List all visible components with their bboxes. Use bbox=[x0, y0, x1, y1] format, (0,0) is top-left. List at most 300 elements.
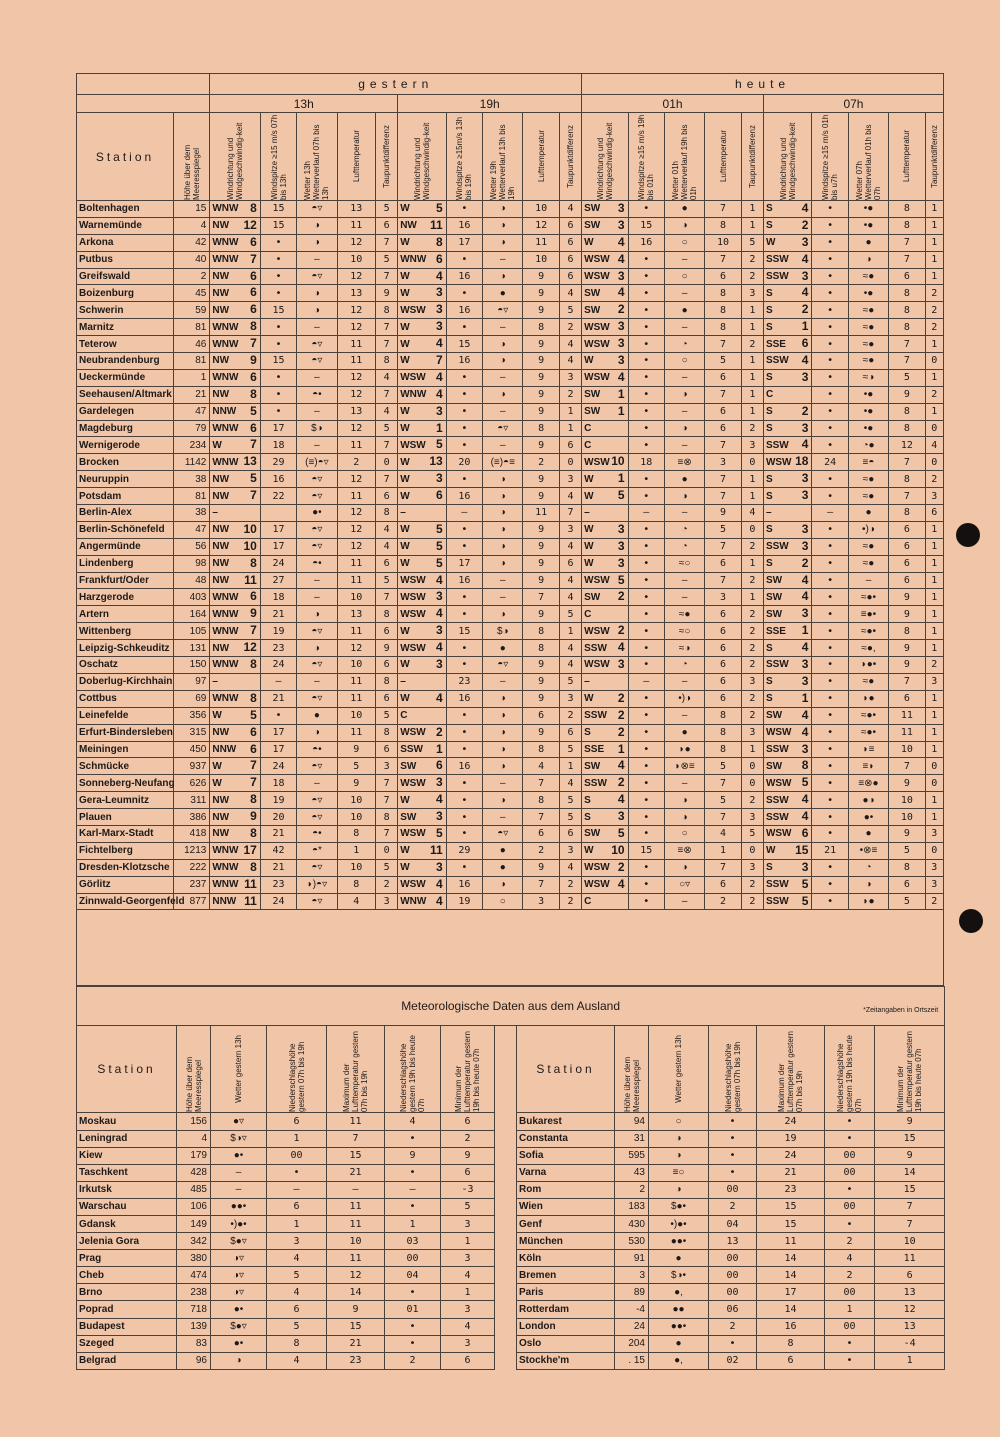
wind-speed: 12 bbox=[243, 640, 257, 655]
station-name: Artern bbox=[77, 606, 174, 623]
weather-symbol: – bbox=[664, 589, 704, 606]
wind-cell bbox=[210, 606, 261, 623]
air-temperature: 5 bbox=[705, 521, 741, 538]
wind-direction: NW bbox=[212, 389, 230, 401]
wind-gust: • bbox=[260, 285, 296, 302]
foreign-station-name: Stockhe'm bbox=[517, 1352, 615, 1369]
air-temperature: 8 bbox=[705, 285, 741, 302]
air-temperature: 5 bbox=[705, 758, 741, 775]
wind-cell bbox=[398, 673, 446, 690]
wind-direction: NW bbox=[400, 220, 417, 232]
weather-symbol: ◓▿ bbox=[297, 623, 337, 640]
station-height: 237 bbox=[173, 876, 209, 893]
wind-direction: S bbox=[765, 423, 773, 435]
wind-speed: 8 bbox=[250, 386, 257, 401]
station-row bbox=[77, 336, 944, 353]
dewpoint-difference: 1 bbox=[925, 741, 943, 758]
dewpoint-difference: 0 bbox=[375, 454, 397, 471]
wind-speed: 4 bbox=[436, 369, 443, 384]
wind-direction: WSW bbox=[400, 608, 426, 620]
weather-symbol: ◑ bbox=[483, 336, 523, 353]
air-temperature: 2 bbox=[337, 454, 375, 471]
dewpoint-difference: 6 bbox=[375, 217, 397, 234]
min-temperature: 5 bbox=[441, 1198, 495, 1215]
dewpoint-difference: 7 bbox=[375, 775, 397, 792]
dewpoint-difference: 0 bbox=[741, 758, 763, 775]
wind-cell bbox=[398, 707, 446, 724]
station-name: Erfurt-Bindersleben bbox=[77, 724, 174, 741]
wind-gust: • bbox=[812, 690, 848, 707]
weather-symbol: ◑ bbox=[483, 217, 523, 234]
wind-direction: W bbox=[212, 439, 222, 451]
weather-symbol: ◑ bbox=[297, 217, 337, 234]
station-name: Berlin-Schönefeld bbox=[77, 521, 174, 538]
wind-cell bbox=[210, 825, 261, 842]
wind-gust: • bbox=[812, 893, 848, 910]
wind-cell bbox=[582, 336, 628, 353]
temp-header-01: Lufttemperatur bbox=[718, 130, 728, 183]
wind-direction: WNW bbox=[212, 591, 239, 603]
wind-speed: 4 bbox=[801, 792, 809, 807]
wind-direction: WNW bbox=[212, 237, 239, 249]
wind-direction: SSW bbox=[765, 879, 789, 891]
dewpoint-difference: 6 bbox=[559, 234, 581, 251]
wind-speed: 6 bbox=[250, 589, 257, 604]
wind-gust: • bbox=[812, 302, 848, 319]
wind-gust: – bbox=[812, 505, 848, 522]
weather-symbol: – bbox=[664, 505, 704, 522]
weather-symbol: ◓* bbox=[297, 842, 337, 859]
wind-direction: SSW bbox=[584, 777, 607, 789]
wind-cell bbox=[398, 336, 446, 353]
wind-gust: • bbox=[628, 657, 664, 674]
dewpoint-difference: 2 bbox=[741, 420, 763, 437]
foreign-precip1-header-left: Niederschlagshöhe gestern 07h bis 19h bbox=[287, 1042, 306, 1113]
wind-speed: 4 bbox=[436, 386, 443, 401]
weather-symbol: ● bbox=[664, 201, 704, 218]
weather-symbol: ◗●• bbox=[848, 657, 888, 674]
wind-direction: S bbox=[765, 473, 773, 485]
min-temperature: 3 bbox=[441, 1250, 495, 1267]
wind-speed: 7 bbox=[250, 251, 257, 266]
wind-speed: 5 bbox=[250, 471, 257, 486]
station-height: 38 bbox=[173, 505, 209, 522]
wind-speed: 8 bbox=[250, 859, 257, 874]
air-temperature: 9 bbox=[523, 302, 559, 319]
dewpoint-difference: 2 bbox=[559, 319, 581, 336]
foreign-title-cell bbox=[77, 987, 945, 1026]
wind-gust: 15 bbox=[446, 623, 482, 640]
dewpoint-difference: 3 bbox=[559, 471, 581, 488]
air-temperature: 9 bbox=[523, 690, 559, 707]
dewpoint-difference: 1 bbox=[925, 792, 943, 809]
weather-symbol: ○ bbox=[483, 893, 523, 910]
station-row bbox=[77, 437, 944, 454]
air-temperature: 10 bbox=[337, 707, 375, 724]
weather-symbol: ◗≡ bbox=[848, 741, 888, 758]
air-temperature: 9 bbox=[523, 606, 559, 623]
wind-direction: NW bbox=[212, 642, 230, 654]
weather-symbol: – bbox=[664, 707, 704, 724]
wind-speed: 5 bbox=[250, 707, 257, 722]
wind-gust: 21 bbox=[260, 690, 296, 707]
wind-speed: 3 bbox=[436, 403, 443, 418]
weather-symbol: ◑ bbox=[483, 555, 523, 572]
station-height: 47 bbox=[173, 403, 209, 420]
wind-direction: NW bbox=[212, 727, 230, 739]
wind-cell bbox=[582, 707, 628, 724]
weather-symbol: ≡◓ bbox=[848, 454, 888, 471]
air-temperature: 12 bbox=[337, 319, 375, 336]
foreign-station-height: 96 bbox=[177, 1352, 211, 1369]
wind-speed: 4 bbox=[436, 640, 443, 655]
air-temperature: 8 bbox=[523, 319, 559, 336]
min-temperature: 3 bbox=[441, 1215, 495, 1232]
air-temperature: 10 bbox=[523, 251, 559, 268]
weather-symbol: ◔ bbox=[664, 538, 704, 555]
station-row bbox=[77, 538, 944, 555]
foreign-min-header-left: Minimum der Lufttemperatur gestern 19h bis heute 07h bbox=[454, 1031, 481, 1113]
wind-speed: 3 bbox=[436, 623, 443, 638]
dewpoint-difference: 1 bbox=[925, 268, 943, 285]
wind-speed: 3 bbox=[436, 809, 443, 824]
max-temperature: 14 bbox=[327, 1284, 385, 1301]
weather-symbol: $◑• bbox=[649, 1267, 709, 1284]
dewpoint-difference: 1 bbox=[925, 707, 943, 724]
wind-direction: W bbox=[584, 237, 594, 249]
wind-direction: WSW bbox=[584, 456, 610, 468]
wind-direction: SSW bbox=[584, 710, 607, 722]
wind-direction: WSW bbox=[584, 271, 610, 282]
wind-speed: 1 bbox=[436, 741, 443, 756]
wind-cell bbox=[210, 657, 261, 674]
wind-speed: 11 bbox=[430, 217, 443, 232]
air-temperature: 8 bbox=[889, 201, 925, 218]
weather-symbol: ≈●• bbox=[848, 589, 888, 606]
air-temperature: 6 bbox=[889, 690, 925, 707]
station-name: Frankfurt/Oder bbox=[77, 572, 174, 589]
wind-cell bbox=[210, 521, 261, 538]
foreign-station-height: 204 bbox=[615, 1335, 649, 1352]
station-height: 1213 bbox=[173, 842, 209, 859]
air-temperature: 5 bbox=[337, 758, 375, 775]
wind-direction: WSW bbox=[400, 575, 426, 587]
wind-direction: W bbox=[400, 625, 410, 637]
wind-direction: SSW bbox=[765, 271, 789, 282]
wind-cell bbox=[763, 285, 811, 302]
precipitation-night: 03 bbox=[385, 1233, 441, 1250]
weather-symbol: – bbox=[297, 251, 337, 268]
wind-speed: 6 bbox=[250, 268, 257, 283]
dewpoint-difference: 4 bbox=[559, 353, 581, 370]
wind-cell bbox=[398, 538, 446, 555]
max-temperature: 21 bbox=[757, 1164, 825, 1181]
weather-symbol: ◑ bbox=[483, 724, 523, 741]
precipitation-day: 1 bbox=[267, 1215, 327, 1232]
weather-symbol: ◑ bbox=[483, 758, 523, 775]
wind-cell bbox=[582, 893, 628, 910]
wind-speed: 3 bbox=[617, 538, 625, 553]
air-temperature: 10 bbox=[337, 251, 375, 268]
wind-gust: 15 bbox=[628, 842, 664, 859]
wind-direction: SW bbox=[584, 389, 601, 401]
wind-cell bbox=[763, 403, 811, 420]
wind-gust: • bbox=[628, 420, 664, 437]
precipitation-night: 2 bbox=[385, 1352, 441, 1369]
air-temperature: 9 bbox=[337, 775, 375, 792]
weather-symbol: ≡⊗● bbox=[848, 775, 888, 792]
dewpoint-difference: 6 bbox=[559, 825, 581, 842]
wind-cell bbox=[398, 690, 446, 707]
wind-gust: 15 bbox=[260, 353, 296, 370]
foreign-station-height: 238 bbox=[177, 1284, 211, 1301]
wind-direction: SSW bbox=[765, 439, 789, 451]
weather-symbol: ◔ bbox=[848, 859, 888, 876]
wind-cell bbox=[210, 842, 261, 859]
wind-cell bbox=[398, 640, 446, 657]
wind-direction: W bbox=[400, 862, 410, 874]
station-name: Zinnwald-Georgenfeld bbox=[77, 893, 174, 910]
wind-speed: 4 bbox=[617, 234, 625, 249]
station-height: 69 bbox=[173, 690, 209, 707]
wind-gust: 16 bbox=[446, 302, 482, 319]
wind-direction: NNW bbox=[212, 743, 237, 755]
wind-direction: WSW bbox=[584, 338, 610, 350]
wind-gust: – bbox=[446, 505, 482, 522]
wind-direction: S bbox=[765, 203, 773, 215]
wind-direction: SSW bbox=[765, 743, 789, 755]
wind-direction: W bbox=[400, 203, 410, 215]
station-name: Neuruppin bbox=[77, 471, 174, 488]
wind-cell bbox=[398, 201, 446, 218]
dewpoint-difference: 4 bbox=[559, 285, 581, 302]
wind-direction: W bbox=[400, 338, 410, 350]
wind-cell bbox=[582, 589, 628, 606]
wind-direction: S bbox=[765, 524, 773, 536]
air-temperature: 8 bbox=[889, 420, 925, 437]
wind-gust: • bbox=[260, 386, 296, 403]
wind-gust: 17 bbox=[260, 538, 296, 555]
wind-gust: • bbox=[260, 251, 296, 268]
weather-symbol: ≈● bbox=[664, 606, 704, 623]
air-temperature: 12 bbox=[337, 521, 375, 538]
wind-speed: 8 bbox=[250, 657, 257, 672]
weather-symbol: ≈○ bbox=[664, 555, 704, 572]
dewpoint-difference: 7 bbox=[375, 268, 397, 285]
air-temperature: 6 bbox=[705, 623, 741, 640]
wind-direction: SW bbox=[765, 760, 783, 772]
precipitation-night: 00 bbox=[825, 1147, 875, 1164]
air-temperature: 7 bbox=[705, 386, 741, 403]
wind-direction: WNW bbox=[212, 879, 239, 891]
air-temperature: 7 bbox=[705, 488, 741, 505]
domestic-body bbox=[77, 201, 944, 910]
wind-cell bbox=[398, 606, 446, 623]
wind-cell bbox=[763, 792, 811, 809]
air-temperature: 10 bbox=[337, 809, 375, 826]
dewpoint-difference: 5 bbox=[559, 673, 581, 690]
air-temperature: 11 bbox=[337, 336, 375, 353]
wind-speed: 3 bbox=[436, 285, 443, 300]
air-temperature: 2 bbox=[523, 842, 559, 859]
air-temperature: 9 bbox=[337, 741, 375, 758]
foreign-station-height: 183 bbox=[615, 1198, 649, 1215]
wind-speed: 2 bbox=[436, 724, 443, 739]
foreign-station-name: Warschau bbox=[77, 1198, 177, 1215]
station-height: 311 bbox=[173, 792, 209, 809]
air-temperature: 4 bbox=[523, 758, 559, 775]
dewpoint-difference: 3 bbox=[741, 437, 763, 454]
dewpoint-difference: 1 bbox=[741, 555, 763, 572]
air-temperature: 3 bbox=[705, 589, 741, 606]
wind-speed: 7 bbox=[250, 437, 257, 452]
wind-speed: 4 bbox=[801, 809, 809, 824]
foreign-station-name: London bbox=[517, 1318, 615, 1335]
dewpoint-difference: 2 bbox=[741, 640, 763, 657]
station-height: 48 bbox=[173, 572, 209, 589]
air-temperature: 6 bbox=[705, 640, 741, 657]
header-13h: 13h bbox=[210, 95, 398, 113]
dewpoint-difference: 4 bbox=[375, 369, 397, 386]
wind-gust: 24 bbox=[260, 758, 296, 775]
foreign-station-height: 2 bbox=[615, 1181, 649, 1198]
max-temperature: 19 bbox=[757, 1130, 825, 1147]
max-temperature: 23 bbox=[327, 1352, 385, 1369]
column-gap bbox=[495, 1198, 517, 1215]
wind-direction: WNW bbox=[212, 254, 239, 266]
wind-cell bbox=[582, 488, 628, 505]
wind-speed: 6 bbox=[250, 285, 257, 300]
air-temperature: 2 bbox=[523, 454, 559, 471]
air-temperature: 8 bbox=[889, 319, 925, 336]
station-row bbox=[77, 589, 944, 606]
wind-direction: WNW bbox=[212, 372, 239, 384]
foreign-station-name: Rom bbox=[517, 1181, 615, 1198]
weather-symbol: – bbox=[297, 775, 337, 792]
weather-symbol: ◑ bbox=[483, 268, 523, 285]
wind-direction: SSE bbox=[765, 338, 786, 350]
wind-speed: 8 bbox=[250, 825, 257, 840]
wind-gust: 23 bbox=[260, 640, 296, 657]
air-temperature: 8 bbox=[889, 217, 925, 234]
wind-gust: 17 bbox=[260, 521, 296, 538]
dewpoint-difference: 5 bbox=[559, 302, 581, 319]
weather-symbol: ◑ bbox=[483, 792, 523, 809]
wind-gust: • bbox=[812, 403, 848, 420]
wind-gust: • bbox=[628, 201, 664, 218]
max-temperature: 12 bbox=[327, 1267, 385, 1284]
wind-cell bbox=[210, 809, 261, 826]
column-gap bbox=[495, 1335, 517, 1352]
wind-speed: 4 bbox=[801, 285, 809, 300]
dewpoint-difference: 3 bbox=[925, 673, 943, 690]
wind-gust: 16 bbox=[446, 876, 482, 893]
station-height: 4 bbox=[173, 217, 209, 234]
dew-header-01: Taupunktdifferenz bbox=[747, 124, 757, 188]
air-temperature: 6 bbox=[889, 555, 925, 572]
precipitation-day: 3 bbox=[267, 1233, 327, 1250]
station-height: 21 bbox=[173, 386, 209, 403]
precipitation-night: • bbox=[825, 1181, 875, 1198]
wind-cell bbox=[398, 369, 446, 386]
wind-cell bbox=[582, 741, 628, 758]
weather-symbol: ≈●• bbox=[848, 623, 888, 640]
foreign-station-name: Moskau bbox=[77, 1113, 177, 1130]
wind-cell bbox=[763, 690, 811, 707]
wind-gust: • bbox=[446, 775, 482, 792]
foreign-station-name: Varna bbox=[517, 1164, 615, 1181]
wind-speed: 5 bbox=[436, 521, 443, 536]
wind-speed: 5 bbox=[436, 538, 443, 553]
dewpoint-difference: 8 bbox=[375, 505, 397, 522]
foreign-precip1-header-right: Niederschlagshöhe gestern 07h bis 19h bbox=[723, 1042, 742, 1113]
wind-speed: 3 bbox=[801, 234, 809, 249]
weather-symbol: ≈● bbox=[848, 268, 888, 285]
weather-header-01: Wetter 01h Wetterverlauf 19h bis 01h bbox=[671, 124, 699, 200]
weather-symbol: ◑ bbox=[649, 1130, 709, 1147]
air-temperature: 9 bbox=[523, 521, 559, 538]
weather-symbol: ◑ bbox=[483, 234, 523, 251]
station-height: 403 bbox=[173, 589, 209, 606]
weather-symbol: ◑ bbox=[483, 741, 523, 758]
weather-symbol: ◑ bbox=[664, 217, 704, 234]
corner-cell-2 bbox=[77, 95, 210, 113]
wind-direction: SSW bbox=[584, 642, 607, 654]
max-temperature: 15 bbox=[757, 1215, 825, 1232]
dewpoint-difference: 7 bbox=[375, 386, 397, 403]
wind-speed: 3 bbox=[617, 657, 625, 672]
foreign-station-height: 485 bbox=[177, 1181, 211, 1198]
wind-direction: S bbox=[765, 558, 773, 570]
wind-gust: 18 bbox=[260, 589, 296, 606]
wind-direction: S bbox=[584, 794, 591, 806]
wind-gust: • bbox=[628, 302, 664, 319]
foreign-station-name: Kiew bbox=[77, 1147, 177, 1164]
dewpoint-difference: 8 bbox=[375, 606, 397, 623]
min-temperature: 11 bbox=[875, 1250, 945, 1267]
precipitation-day: 06 bbox=[709, 1301, 757, 1318]
station-name: Warnemünde bbox=[77, 217, 174, 234]
air-temperature: 9 bbox=[523, 353, 559, 370]
air-temperature: 8 bbox=[889, 403, 925, 420]
foreign-station-height: 342 bbox=[177, 1233, 211, 1250]
air-temperature: 7 bbox=[523, 589, 559, 606]
precipitation-night: 01 bbox=[385, 1301, 441, 1318]
wind-cell bbox=[582, 606, 628, 623]
wind-speed: 1 bbox=[617, 386, 625, 401]
foreign-weather-table bbox=[76, 986, 945, 1369]
column-gap bbox=[495, 1215, 517, 1232]
gust-header-13: Windspitze ≥15 m/s 07h bis 13h bbox=[269, 114, 288, 200]
wind-speed: 3 bbox=[801, 606, 809, 621]
precipitation-night: 1 bbox=[825, 1301, 875, 1318]
weather-symbol: •)●• bbox=[649, 1215, 709, 1232]
dewpoint-difference: 0 bbox=[559, 454, 581, 471]
wind-speed: 3 bbox=[436, 859, 443, 874]
foreign-station-name: Prag bbox=[77, 1250, 177, 1267]
wind-direction: W bbox=[400, 355, 410, 367]
wind-cell bbox=[582, 623, 628, 640]
wind-cell bbox=[210, 319, 261, 336]
wind-direction: NW bbox=[212, 524, 230, 536]
wind-speed: 3 bbox=[436, 471, 443, 486]
dewpoint-difference: 4 bbox=[375, 538, 397, 555]
air-temperature: 9 bbox=[889, 657, 925, 674]
wind-gust: 24 bbox=[260, 657, 296, 674]
wind-gust: • bbox=[628, 538, 664, 555]
min-temperature: 10 bbox=[875, 1233, 945, 1250]
wind-direction: NW bbox=[212, 811, 230, 823]
